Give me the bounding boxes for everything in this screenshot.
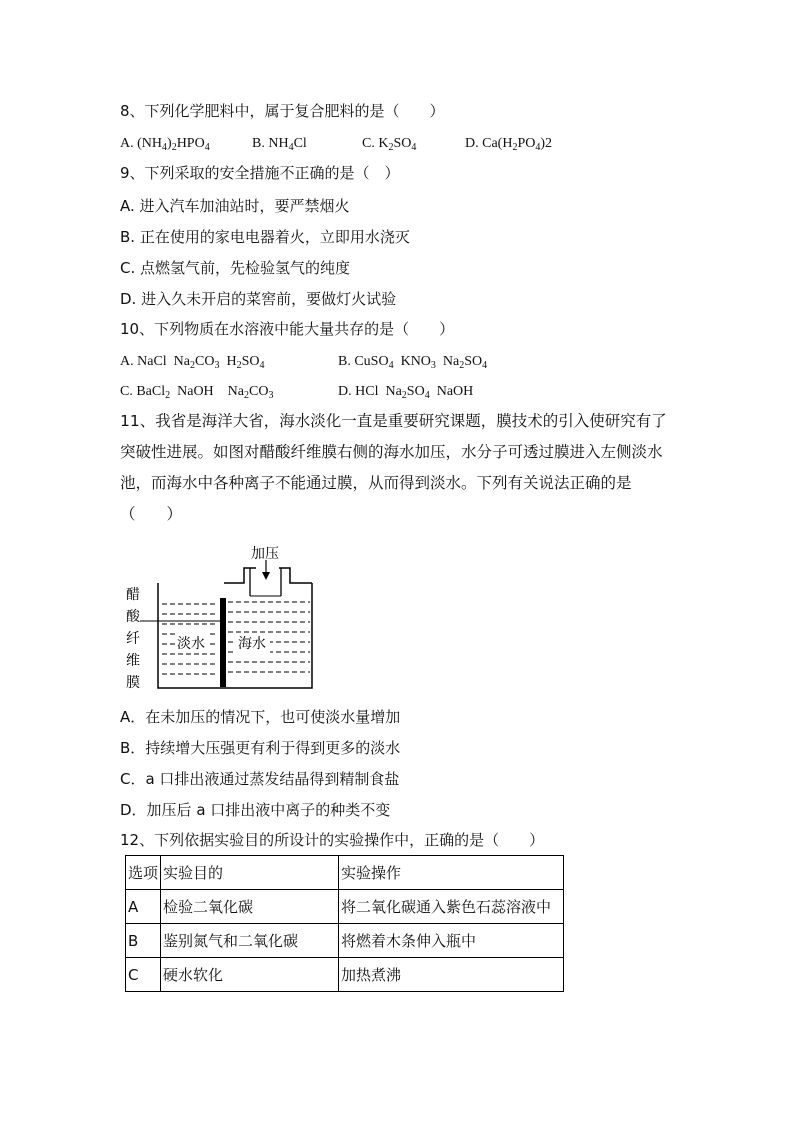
table-row [126,958,564,992]
row-a-purpose: 检验二氧化碳 [161,890,339,924]
svg-text:醋: 醋 [126,587,140,603]
q8-stem: 8、下列化学肥料中，属于复合肥料的是（ ） [120,102,445,120]
q11-option-d: D．加压后 a 口排出液中离子的种类不变 [120,801,391,819]
membrane-diagram [120,538,320,697]
row-b-option: B [126,924,161,958]
q11-stem [120,406,680,530]
q8-option-c: C. $K_2SO_4$ [362,136,417,153]
q9-option-a: A. 进入汽车加油站时，要严禁烟火 [120,197,350,215]
fresh-water-label: 淡水 [177,636,205,652]
q10-option-b: B. CuSO$_4$ $KNO_3$ $Na_2SO_4$ [338,354,488,371]
row-a-operation: 将二氧化碳通入紫色石蕊溶液中 [339,890,564,924]
q11-bracket: （ ） [120,505,183,523]
q11-option-c: C．a 口排出液通过蒸发结晶得到精制食盐 [120,770,400,788]
header-operation: 实验操作 [339,856,564,890]
table-row [126,890,564,924]
svg-text:膜: 膜 [126,675,140,691]
sea-water-label: 海水 [238,636,266,652]
header-option: 选项 [126,856,161,890]
q9-stem: 9、下列采取的安全措施不正确的是（ ） [120,164,400,182]
row-c-option: C [126,958,161,992]
svg-text:酸: 酸 [126,609,140,625]
header-purpose: 实验目的 [161,856,339,890]
row-c-operation: 加热煮沸 [339,958,564,992]
q10-option-a: A. NaCl $Na_2CO_3$ $H_2SO_4$ [120,354,265,371]
svg-text:纤: 纤 [126,631,140,647]
q8-option-a: A. $(NH_4)_2HPO_4$ [120,136,210,153]
q10-stem: 10、下列物质在水溶液中能大量共存的是（ ） [120,320,455,338]
experiment-table [125,855,564,992]
q9-option-d: D. 进入久未开启的菜窖前，要做灯火试验 [120,290,397,308]
row-a-option: A [126,890,161,924]
svg-text:维: 维 [126,653,140,669]
q10-option-d: D. HCl $Na_2SO_4$ NaOH [338,384,474,401]
q12-stem: 12、下列依据实验目的所设计的实验操作中，正确的是（ ） [120,831,545,849]
membrane-label [124,586,141,691]
row-b-operation: 将燃着木条伸入瓶中 [339,924,564,958]
q11-option-a: A．在未加压的情况下，也可使淡水量增加 [120,708,401,726]
q11-stem-text: 11、我省是海洋大省，海水淡化一直是重要研究课题，膜技术的引入使研究有了突破性进展。如图对醋酸纤维膜右侧的海水加压，水分子可透过膜进入左侧淡水池，而海水中各种离子不能通过膜，从而得到淡水。下列有关说法正确的是 [120,412,667,492]
table-header-row [126,856,564,890]
row-b-purpose: 鉴别氮气和二氧化碳 [161,924,339,958]
q8-option-d: D. $Ca(H_2PO_4)2$ [465,136,553,153]
membrane-bar [220,598,226,687]
row-c-purpose: 硬水软化 [161,958,339,992]
table-row [126,924,564,958]
q10-option-c: C. BaCl$_2$ NaOH $Na_2CO_3$ [120,384,274,401]
pressure-label: 加压 [251,546,279,562]
q8-option-b: B. $NH_4Cl$ [252,136,307,153]
q9-option-b: B. 正在使用的家电电器着火，立即用水浇灭 [120,228,410,246]
q9-option-c: C. 点燃氢气前，先检验氢气的纯度 [120,259,351,277]
q11-option-b: B．持续增大压强更有利于得到更多的淡水 [120,739,401,757]
